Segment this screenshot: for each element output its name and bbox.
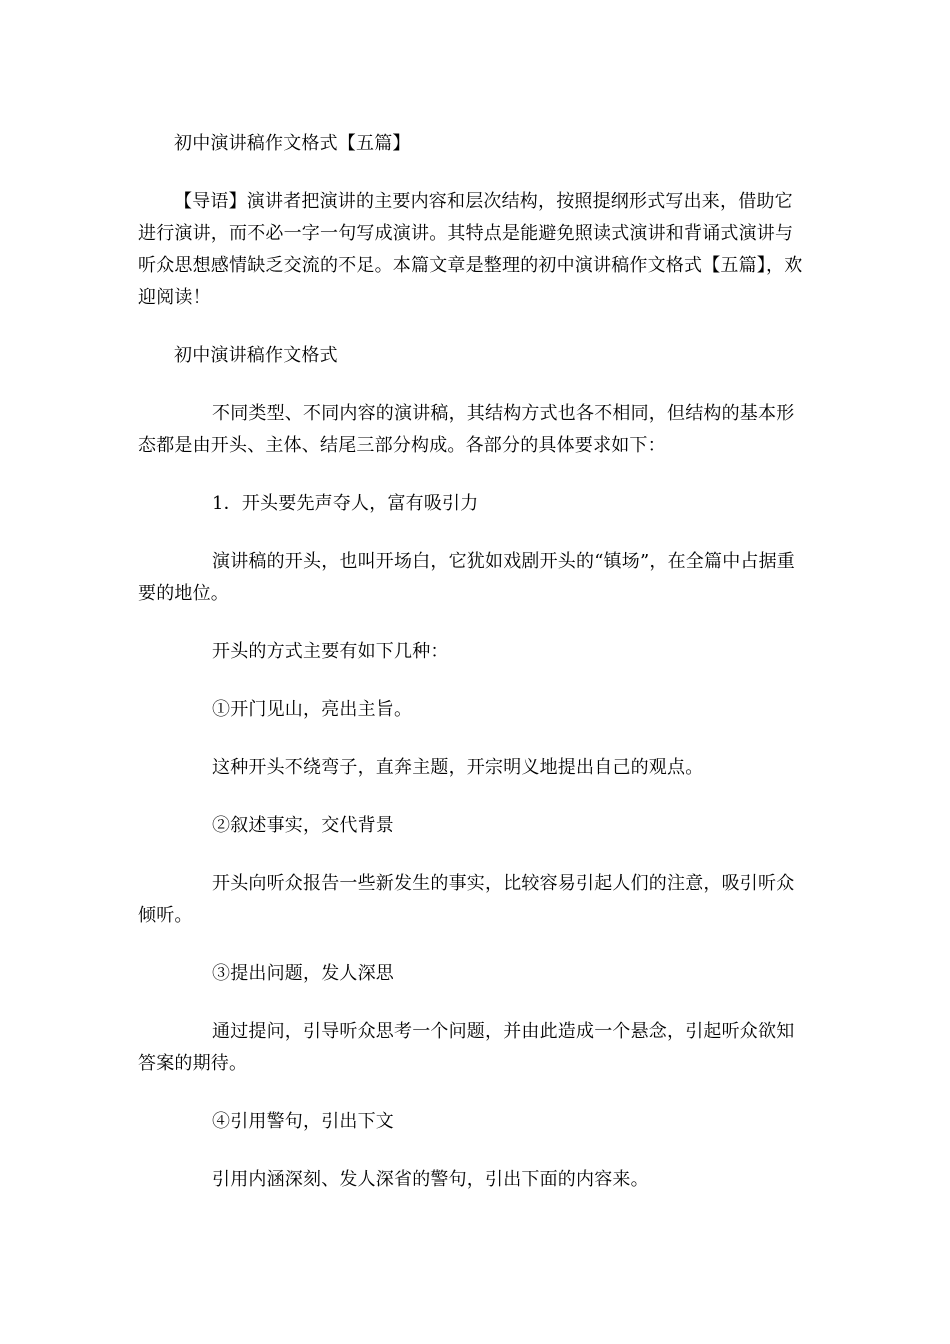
paragraph: 不同类型、不同内容的演讲稿，其结构方式也各不相同，但结构的基本形态都是由开头、主体、结尾三部分构成。各部分的具体要求如下： [138,403,795,456]
section-title: 初中演讲稿作文格式 [174,345,338,366]
paragraph: 1．开头要先声夺人，富有吸引力 [212,493,479,514]
document-title: 初中演讲稿作文格式【五篇】 [174,133,411,154]
paragraph: 引用内涵深刻、发人深省的警句，引出下面的内容来。 [212,1169,649,1190]
paragraph: 演讲稿的开头，也叫开场白，它犹如戏剧开头的“镇场”，在全篇中占据重要的地位。 [138,551,796,604]
paragraph: ①开门见山，亮出主旨。 [212,699,413,720]
paragraph: ②叙述事实，交代背景 [212,815,394,836]
intro-paragraph: 【导语】演讲者把演讲的主要内容和层次结构，按照提纲形式写出来，借助它进行演讲，而不必一字一句写成演讲。其特点是能避免照读式演讲和背诵式演讲与听众思想感情缺乏交流的不足。本篇文章是整理的初中演讲稿作文格式【五篇】，欢迎阅读！ [138,191,803,308]
paragraph: 开头的方式主要有如下几种： [212,641,449,662]
paragraph: 这种开头不绕弯子，直奔主题，开宗明义地提出自己的观点。 [212,757,704,778]
paragraph: ③提出问题，发人深思 [212,963,394,984]
paragraph: 通过提问，引导听众思考一个问题，并由此造成一个悬念，引起听众欲知答案的期待。 [138,1021,795,1074]
paragraph: 开头向听众报告一些新发生的事实，比较容易引起人们的注意，吸引听众倾听。 [138,873,795,926]
paragraph: ④引用警句，引出下文 [212,1111,394,1132]
document-body [138,128,810,1222]
